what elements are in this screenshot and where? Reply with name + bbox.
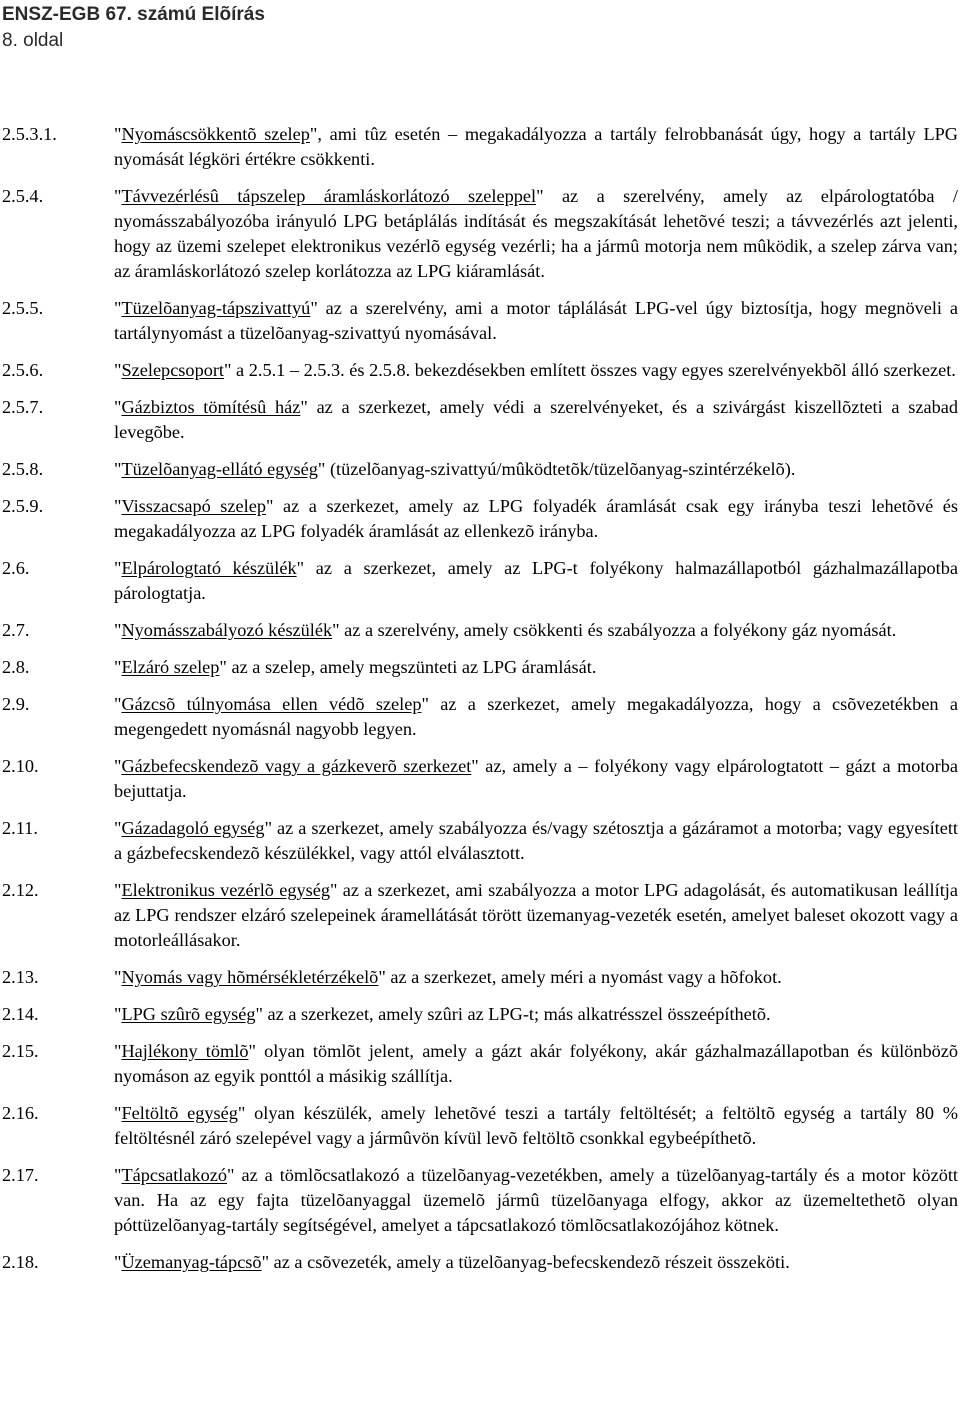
definition-rest: " az a szerkezet, amely védi a szerelvényeket, és a szivárgást kiszellõzteti a szabad levegõbe. bbox=[114, 397, 958, 442]
section-number: 2.5.9. bbox=[2, 496, 44, 516]
definition-rest: " az a szerelvény, amely csökkenti és szabályozza a folyékony gáz nyomását. bbox=[332, 620, 897, 640]
defined-term: Gázbiztos tömítésû ház bbox=[121, 397, 301, 417]
definition-item bbox=[0, 395, 958, 445]
defined-term: Szelepcsoport bbox=[121, 360, 225, 380]
section-number: 2.5.8. bbox=[2, 459, 44, 479]
definition-text: "Nyomás vagy hõmérsékletérzékelõ" az a szerkezet, amely méri a nyomást vagy a hõfokot. bbox=[114, 967, 782, 987]
definition-item bbox=[0, 692, 958, 742]
section-number: 2.15. bbox=[2, 1041, 39, 1061]
definition-item bbox=[0, 754, 958, 804]
definition-item bbox=[0, 184, 958, 284]
definition-text: "Nyomáscsökkentõ szelep", ami tûz esetén – megakadályozza a tartály felrobbanását úgy, hogy a tartály LPG nyomását légköri értékre csökkenti. bbox=[114, 124, 958, 169]
page-number: 8. oldal bbox=[2, 30, 64, 51]
definition-item bbox=[0, 556, 958, 606]
section-number: 2.5.5. bbox=[2, 298, 44, 318]
definition-text: "Gázadagoló egység" az a szerkezet, amely szabályozza és/vagy szétosztja a gázáramot a motorba; vagy egyesített a gázbefecskendezõ készülékkel, vagy attól elválasztott. bbox=[114, 818, 958, 863]
section-number: 2.10. bbox=[2, 756, 39, 776]
definition-item bbox=[0, 296, 958, 346]
definition-text: "Elzáró szelep" az a szelep, amely megszünteti az LPG áramlását. bbox=[114, 657, 597, 677]
definition-item bbox=[0, 965, 958, 990]
definition-text: "Szelepcsoport" a 2.5.1 – 2.5.3. és 2.5.8. bekezdésekben említett összes vagy egyes szerelvényekbõl álló szerkezet. bbox=[114, 360, 956, 380]
definition-rest: " az a szerelvény, amely az elpárologtatóba / nyomásszabályozóba irányuló LPG betáplálás indítását és megszakítását lehetõvé teszi; a távvezérlés azt jelenti, hogy az üzemi szelepet elektronikus vezérlõ egység vezérli; ha a jármû motorja nem mûködik, a szelep zárva van; az áramláskorlátozó szelep korlátozza az LPG kiáramlását. bbox=[114, 186, 958, 281]
definition-text: "Távvezérlésû tápszelep áramláskorlátozó szeleppel" az a szerelvény, amely az elpárologtatóba / nyomásszabályozóba irányuló LPG betáplálás indítását és megszakítását lehetõvé teszi; a távvezérlés azt jelenti, hogy az üzemi szelepet elektronikus vezérlõ egység vezérli; ha a jármû motorja nem mûködik, a szelep zárva van; az áramláskorlátozó szelep korlátozza az LPG kiáramlását. bbox=[114, 186, 958, 281]
section-number: 2.14. bbox=[2, 1004, 39, 1024]
document-title: ENSZ-EGB 67. számú Elõírás bbox=[2, 4, 265, 25]
defined-term: Üzemanyag-tápcsõ bbox=[121, 1252, 262, 1272]
definition-text: "Elpárologtató készülék" az a szerkezet, amely az LPG-t folyékony halmazállapotból gázhalmazállapotba párologtatja. bbox=[114, 558, 959, 603]
defined-term: Elpárologtató készülék bbox=[121, 558, 297, 578]
definition-text: "Üzemanyag-tápcsõ" az a csõvezeték, amely a tüzelõanyag-befecskendezõ részeit összeköti. bbox=[114, 1252, 790, 1272]
definition-rest: " az a szerkezet, amely az LPG folyadék áramlását csak egy irányba teszi lehetõvé és megakadályozza az LPG folyadék áramlását az ellenkezõ irányba. bbox=[114, 496, 959, 541]
definition-item bbox=[0, 358, 958, 383]
defined-term: Elzáró szelep bbox=[121, 657, 220, 677]
definition-item bbox=[0, 457, 958, 482]
definition-item bbox=[0, 494, 958, 544]
defined-term: Feltöltõ egység bbox=[121, 1103, 238, 1123]
defined-term: Nyomásszabályozó készülék bbox=[121, 620, 333, 640]
defined-term: Gázcsõ túlnyomása ellen védõ szelep bbox=[121, 694, 422, 714]
definition-rest: " az a szerkezet, amely szabályozza és/vagy szétosztja a gázáramot a motorba; vagy egyesített a gázbefecskendezõ készülékkel, vagy attól elválasztott. bbox=[114, 818, 958, 863]
defined-term: Gázadagoló egység bbox=[121, 818, 265, 838]
defined-term: Nyomás vagy hõmérsékletérzékelõ bbox=[121, 967, 379, 987]
defined-term: LPG szûrõ egység bbox=[121, 1004, 256, 1024]
definition-text: "Gázcsõ túlnyomása ellen védõ szelep" az a szerkezet, amely megakadályozza, hogy a csõvezetékben a megengedett nyomásnál nagyobb legyen. bbox=[114, 694, 958, 739]
section-number: 2.17. bbox=[2, 1165, 39, 1185]
section-number: 2.5.3.1. bbox=[2, 124, 57, 144]
section-number: 2.6. bbox=[2, 558, 30, 578]
section-number: 2.11. bbox=[2, 818, 38, 838]
definition-item bbox=[0, 1039, 958, 1089]
defined-term: Gázbefecskendezõ vagy a gázkeverõ szerkezet bbox=[121, 756, 472, 776]
definition-rest: " az a szerkezet, amely méri a nyomást vagy a hõfokot. bbox=[378, 967, 782, 987]
definition-text: "Feltöltõ egység" olyan készülék, amely lehetõvé teszi a tartály feltöltését; a feltöltõ egység a tartály 80 % feltöltésnél záró szelepével vagy a jármûvön kívül levõ feltöltõ csonkkal egybeépíthetõ. bbox=[114, 1103, 959, 1148]
definition-rest: " az a szelep, amely megszünteti az LPG áramlását. bbox=[219, 657, 597, 677]
section-number: 2.8. bbox=[2, 657, 30, 677]
definition-rest: " (tüzelõanyag-szivattyú/mûködtetõk/tüzelõanyag-szintérzékelõ). bbox=[317, 459, 796, 479]
defined-term: Tápcsatlakozó bbox=[121, 1165, 228, 1185]
definition-rest: " az, amely a – folyékony vagy elpárologtatott – gázt a motorba bejuttatja. bbox=[114, 756, 958, 801]
defined-term: Visszacsapó szelep bbox=[121, 496, 266, 516]
definition-text: "Elektronikus vezérlõ egység" az a szerkezet, ami szabályozza a motor LPG adagolását, és automatikusan leállítja az LPG rendszer elzáró szelepeinek áramellátását törött üzemanyag-vezeték esetén, amelyet baleset okozott vagy a motorleállásakor. bbox=[114, 880, 958, 950]
defined-term: Tüzelõanyag-ellátó egység bbox=[121, 459, 318, 479]
section-number: 2.12. bbox=[2, 880, 39, 900]
defined-term: Tüzelõanyag-tápszivattyú bbox=[121, 298, 311, 318]
definition-item bbox=[0, 618, 958, 643]
definition-item bbox=[0, 1250, 958, 1275]
section-number: 2.5.4. bbox=[2, 186, 44, 206]
definition-item bbox=[0, 816, 958, 866]
definition-rest: " az a csõvezeték, amely a tüzelõanyag-befecskendezõ részeit összeköti. bbox=[261, 1252, 790, 1272]
definitions-list bbox=[0, 122, 958, 1275]
definition-text: "Gázbefecskendezõ vagy a gázkeverõ szerkezet" az, amely a – folyékony vagy elpárologtatott – gázt a motorba bejuttatja. bbox=[114, 756, 958, 801]
definition-item bbox=[0, 878, 958, 953]
page-header bbox=[2, 2, 265, 54]
defined-term: Hajlékony tömlõ bbox=[121, 1041, 249, 1061]
definition-item bbox=[0, 1002, 958, 1027]
definition-item bbox=[0, 122, 958, 172]
section-number: 2.5.7. bbox=[2, 397, 44, 417]
section-number: 2.5.6. bbox=[2, 360, 44, 380]
definition-text: "Tüzelõanyag-ellátó egység" (tüzelõanyag-szivattyú/mûködtetõk/tüzelõanyag-szintérzékelõ). bbox=[114, 459, 796, 479]
definition-rest: " az a szerkezet, amely szûri az LPG-t; más alkatrésszel összeépíthetõ. bbox=[255, 1004, 771, 1024]
definition-rest: " a 2.5.1 – 2.5.3. és 2.5.8. bekezdésekben említett összes vagy egyes szerelvényekbõl álló szerkezet. bbox=[224, 360, 956, 380]
definition-item bbox=[0, 1163, 958, 1238]
definition-rest: " olyan készülék, amely lehetõvé teszi a tartály feltöltését; a feltöltõ egység a tartály 80 % feltöltésnél záró szelepével vagy a jármûvön kívül levõ feltöltõ csonkkal egybeépíthetõ. bbox=[114, 1103, 959, 1148]
definition-text: "Hajlékony tömlõ" olyan tömlõt jelent, amely a gázt akár folyékony, akár gázhalmazállapotban és különbözõ nyomáson az egyik ponttól a másikig szállítja. bbox=[114, 1041, 958, 1086]
section-number: 2.18. bbox=[2, 1252, 39, 1272]
definition-rest: " az a szerelvény, ami a motor táplálását LPG-vel úgy biztosítja, hogy megnöveli a tartálynyomást a tüzelõanyag-szivattyú nyomásával. bbox=[114, 298, 958, 343]
definition-rest: " olyan tömlõt jelent, amely a gázt akár folyékony, akár gázhalmazállapotban és különbözõ nyomáson az egyik ponttól a másikig szállítja. bbox=[114, 1041, 958, 1086]
section-number: 2.16. bbox=[2, 1103, 39, 1123]
definition-text: "Tápcsatlakozó" az a tömlõcsatlakozó a tüzelõanyag-vezetékben, amely a tüzelõanyag-tartály és a motor között van. Ha az egy fajta tüzelõanyaggal üzemelõ jármû tüzelõanyaga elfogy, akkor az üzemeltethetõ olyan póttüzelõanyag-tartály segítségével, amelyet a tápcsatlakozó tömlõcsatlakozójához kötnek. bbox=[114, 1165, 958, 1235]
definition-rest: " az a szerkezet, ami szabályozza a motor LPG adagolását, és automatikusan leállítja az LPG rendszer elzáró szelepeinek áramellátását törött üzemanyag-vezeték esetén, amelyet baleset okozott vagy a motorleállásakor. bbox=[114, 880, 958, 950]
defined-term: Elektronikus vezérlõ egység bbox=[121, 880, 330, 900]
definition-rest: " az a szerkezet, amely az LPG-t folyékony halmazállapotból gázhalmazállapotba párologtatja. bbox=[114, 558, 959, 603]
defined-term: Távvezérlésû tápszelep áramláskorlátozó szeleppel bbox=[121, 186, 537, 206]
section-number: 2.7. bbox=[2, 620, 30, 640]
definition-text: "Tüzelõanyag-tápszivattyú" az a szerelvény, ami a motor táplálását LPG-vel úgy biztosítja, hogy megnöveli a tartálynyomást a tüzelõanyag-szivattyú nyomásával. bbox=[114, 298, 958, 343]
definition-text: "Nyomásszabályozó készülék" az a szerelvény, amely csökkenti és szabályozza a folyékony gáz nyomását. bbox=[114, 620, 897, 640]
section-number: 2.13. bbox=[2, 967, 39, 987]
definition-rest: " az a tömlõcsatlakozó a tüzelõanyag-vezetékben, amely a tüzelõanyag-tartály és a motor között van. Ha az egy fajta tüzelõanyaggal üzemelõ jármû tüzelõanyaga elfogy, akkor az üzemeltethetõ olyan póttüzelõanyag-tartály segítségével, amelyet a tápcsatlakozó tömlõcsatlakozójához kötnek. bbox=[114, 1165, 958, 1235]
defined-term: Nyomáscsökkentõ szelep bbox=[121, 124, 310, 144]
definition-item bbox=[0, 1101, 958, 1151]
definition-item bbox=[0, 655, 958, 680]
section-number: 2.9. bbox=[2, 694, 30, 714]
definition-text: "Visszacsapó szelep" az a szerkezet, amely az LPG folyadék áramlását csak egy irányba teszi lehetõvé és megakadályozza az LPG folyadék áramlását az ellenkezõ irányba. bbox=[114, 496, 959, 541]
definition-rest: " az a szerkezet, amely megakadályozza, hogy a csõvezetékben a megengedett nyomásnál nagyobb legyen. bbox=[114, 694, 958, 739]
definition-text: "Gázbiztos tömítésû ház" az a szerkezet, amely védi a szerelvényeket, és a szivárgást kiszellõzteti a szabad levegõbe. bbox=[114, 397, 958, 442]
definition-rest: ", ami tûz esetén – megakadályozza a tartály felrobbanását úgy, hogy a tartály LPG nyomását légköri értékre csökkenti. bbox=[114, 124, 958, 169]
definition-text: "LPG szûrõ egység" az a szerkezet, amely szûri az LPG-t; más alkatrésszel összeépíthetõ. bbox=[114, 1004, 771, 1024]
